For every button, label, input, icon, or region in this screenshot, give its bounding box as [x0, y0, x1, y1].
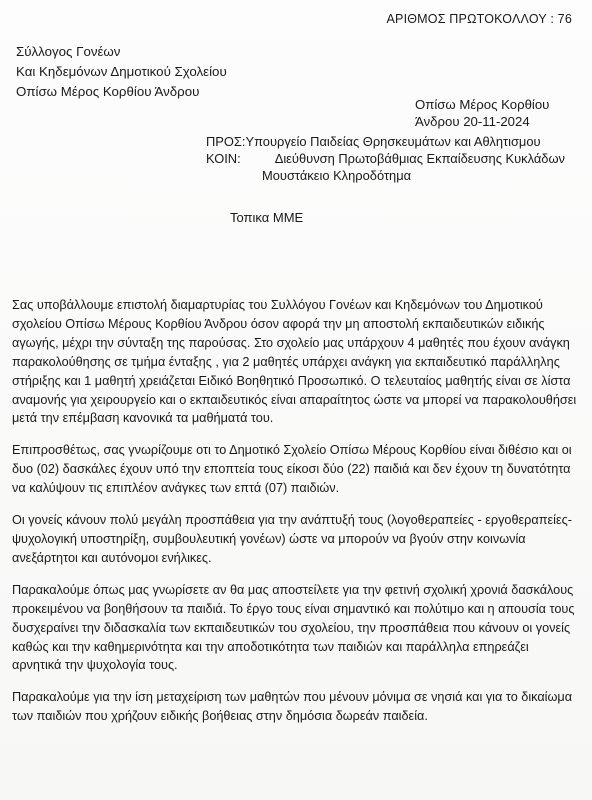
- paragraph: Παρακαλούμε για την ίση μεταχείριση των μαθητών που μένουν μόνιμα σε νησιά και για το δικαίωμα των παιδιών που χρήζουν ειδικής βοήθειας στην δημόσια δωρεάν παιδεία.: [12, 690, 573, 724]
- sender-block: [16, 42, 227, 102]
- recipients-block: [206, 133, 565, 184]
- letter-body: [12, 296, 580, 739]
- to-label: ΠΡΟΣ:: [206, 134, 246, 149]
- place-date-block: [415, 96, 549, 130]
- to-value: Υπουργείο Παιδείας Θρησκευμάτων και Αθλητισμου: [245, 134, 541, 149]
- date: Άνδρου 20-11-2024: [415, 114, 530, 129]
- to-row: [206, 133, 565, 150]
- cc-label: ΚΟΙΝ:: [206, 151, 241, 166]
- paragraph: Παρακαλούμε όπως μας γνωρίσετε αν θα μας αποστείλετε για την φετινή σχολική χρονιά δασκάλους προκειμένου να βοηθήσουν τα παιδιά. Το έργο τους είναι σημαντικό και πολύτιμο και η απουσία τους δυσχεραίνει την διδασκαλία των εκπαιδευτικών του σχολείου, την προσπάθεια που κάνουν οι γονείς καθώς και την καθημερινότητα και την αποδοτικότητα των παιδιών και παράλληλα επηρεάζει αρνητικά την ψυχολογία τους.: [12, 582, 575, 673]
- cc-value-3: Τοπικα ΜΜΕ: [230, 210, 304, 225]
- protocol-number: ΑΡΙΘΜΟΣ ΠΡΩΤΟΚΟΛΛΟΥ : 76: [386, 12, 572, 26]
- place: Οπίσω Μέρος Κορθίου: [415, 97, 550, 112]
- cc-row-2: [206, 167, 565, 184]
- sender-line-2: Και Κηδεμόνων Δημοτικού Σχολείου: [16, 64, 227, 79]
- cc-value-1: Διεύθυνση Πρωτοβάθμιας Εκπαίδευσης Κυκλάδων: [274, 151, 565, 166]
- paragraph: Σας υποβάλλουμε επιστολή διαμαρτυρίας του Συλλόγου Γονέων και Κηδεμόνων του Δημοτικού σχολείου Οπίσω Μέρους Κορθίου Άνδρου όσον αφορά την μη αποστολή εκπαιδευτικών ειδικής αγωγής, μέχρι την σύνταξη της παρούσας. Στο σχολείο μας υπάρχουν 4 μαθητές που έχουν ανάγκη παρακολούθησης σε τμήμα ένταξης , για 2 μαθητές υπάρχει ανάγκη για εκπαιδευτικό παράλληλης στήριξης και 1 μαθητή χρειάζεται Ειδικό Βοηθητικό Προσωπικό. Ο τελευταίος μαθητής είναι σε λίστα αναμονής για χειρουργείο και ο εκπαιδευτικός είναι απαραίτητος ώστε να μπορεί να παρακολουθήσει μετά την επέμβαση κανονικά τα μαθήματά του.: [12, 298, 577, 426]
- paragraph: Επιπροσθέτως, σας γνωρίζουμε οτι το Δημοτικό Σχολείο Οπίσω Μέρους Κορθίου είναι διθέσιο και οι δυο (02) δασκάλες έχουν υπό την εποπτεία τους είκοσι δύο (22) παιδιά και δεν έχουν τη δυνατότητα να καλύψουν τις επιπλέον ανάγκες των επτά (07) παιδιών.: [12, 443, 572, 496]
- sender-line-1: Σύλλογος Γονέων: [16, 44, 121, 59]
- cc-value-2: Μουστάκειο Κληροδότημα: [262, 168, 412, 183]
- paragraph: Οι γονείς κάνουν πολύ μεγάλη προσπάθεια για την ανάπτυξή τους (λογοθεραπείες - εργοθεραπείες-ψυχολογική υποστηρίξη, συμβουλευτική γονέων) ώστε να μπορούν να βγούν στην κοινωνία ανεξάρτητοι και αυτόνομοι ενήλικες.: [12, 513, 572, 565]
- sender-line-3: Οπίσω Μέρος Κορθίου Άνδρου: [16, 84, 200, 99]
- cc-row: [206, 150, 565, 167]
